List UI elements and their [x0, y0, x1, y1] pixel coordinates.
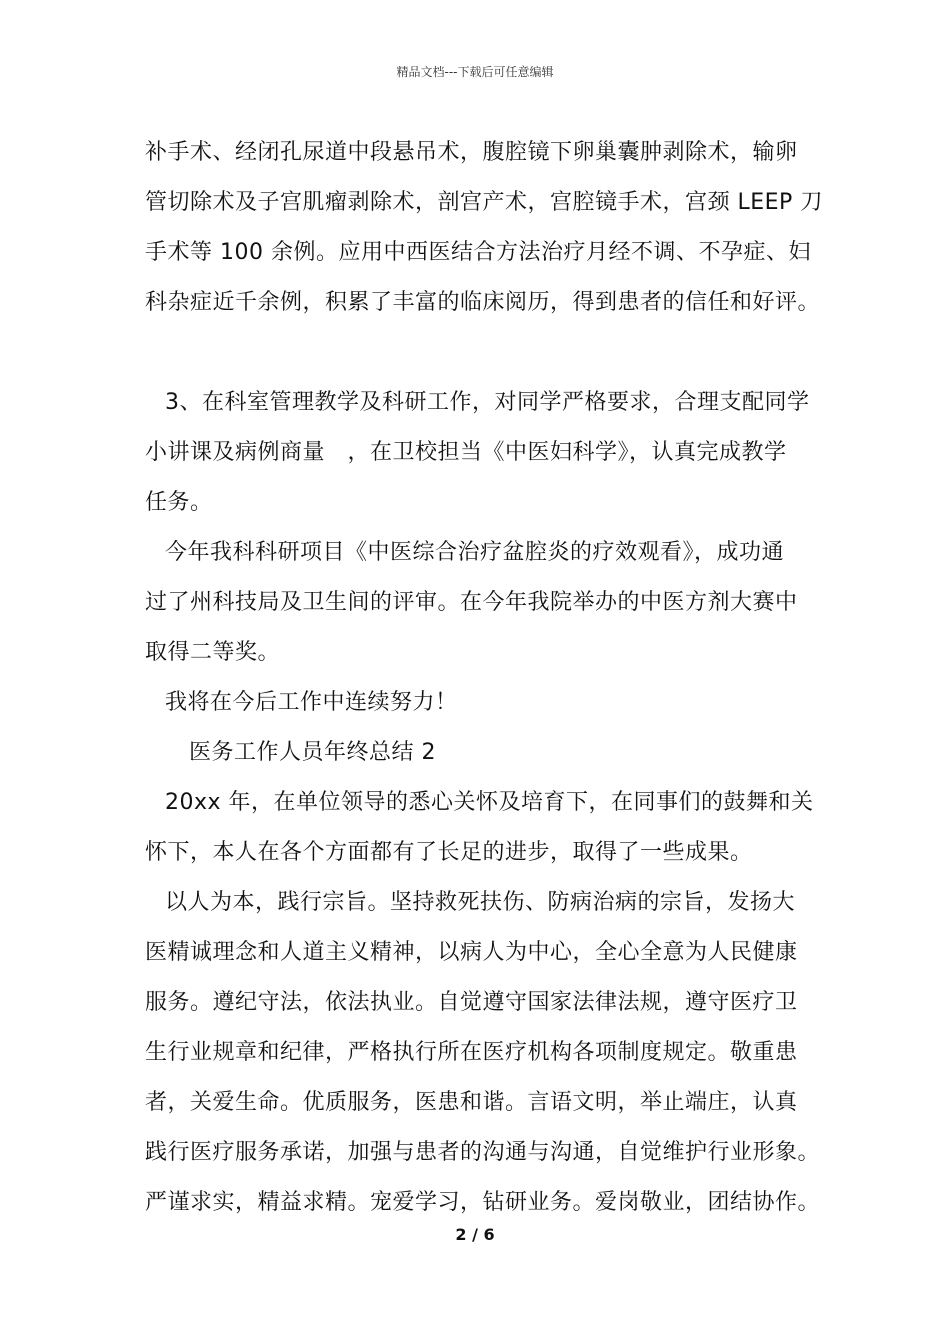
paragraph-line: 20xx 年，在单位领导的悉心关怀及培育下，在同事们的鼓舞和关 — [165, 790, 814, 815]
paragraph-line: 管切除术及子宫肌瘤剥除术，剖宫产术，宫腔镜手术，宫颈 LEEP 刀 — [145, 190, 823, 215]
paragraph-line: 取得二等奖。 — [145, 640, 281, 665]
paragraph-line: 生行业规章和纪律，严格执行所在医疗机构各项制度规定。敬重患 — [145, 1040, 798, 1065]
paragraph-line: 我将在今后工作中连续努力！ — [165, 690, 458, 715]
paragraph-line: 小讲课及病例商量 ，在卫校担当《中医妇科学》，认真完成教学 — [145, 440, 787, 465]
page-header: 精品文档---下载后可任意编辑 — [396, 65, 554, 79]
paragraph-line: 3、在科室管理教学及科研工作，对同学严格要求，合理支配同学 — [165, 390, 810, 415]
paragraph-line: 任务。 — [145, 490, 213, 515]
paragraph-line: 严谨求实，精益求精。宠爱学习，钻研业务。爱岗敬业，团结协作。 — [145, 1190, 821, 1215]
paragraph-line: 践行医疗服务承诺，加强与患者的沟通与沟通，自觉维护行业形象。 — [145, 1140, 821, 1165]
paragraph-line: 服务。遵纪守法，依法执业。自觉遵守国家法律法规，遵守医疗卫 — [145, 990, 798, 1015]
paragraph-line: 今年我科科研项目《中医综合治疗盆腔炎的疗效观看》，成功通 — [165, 540, 785, 565]
paragraph-spacer — [145, 328, 825, 378]
section-heading: 医务工作人员年终总结 2 — [189, 740, 436, 765]
page-number: 2 / 6 — [455, 1225, 495, 1244]
paragraph-line: 医精诚理念和人道主义精神，以病人为中心，全心全意为人民健康 — [145, 940, 798, 965]
document-body — [145, 128, 825, 1228]
paragraph-line: 过了州科技局及卫生间的评审。在今年我院举办的中医方剂大赛中 — [145, 590, 798, 615]
paragraph-line: 科杂症近千余例，积累了丰富的临床阅历，得到患者的信任和好评。 — [145, 290, 821, 315]
paragraph-line: 手术等 100 余例。应用中西医结合方法治疗月经不调、不孕症、妇 — [145, 240, 811, 265]
paragraph-line: 怀下，本人在各个方面都有了长足的进步，取得了一些成果。 — [145, 840, 753, 865]
paragraph-line: 以人为本，践行宗旨。坚持救死扶伤、防病治病的宗旨，发扬大 — [165, 890, 796, 915]
paragraph-line: 补手术、经闭孔尿道中段悬吊术，腹腔镜下卵巢囊肿剥除术，输卵 — [145, 140, 798, 165]
paragraph-line: 者，关爱生命。优质服务，医患和谐。言语文明，举止端庄，认真 — [145, 1090, 798, 1115]
